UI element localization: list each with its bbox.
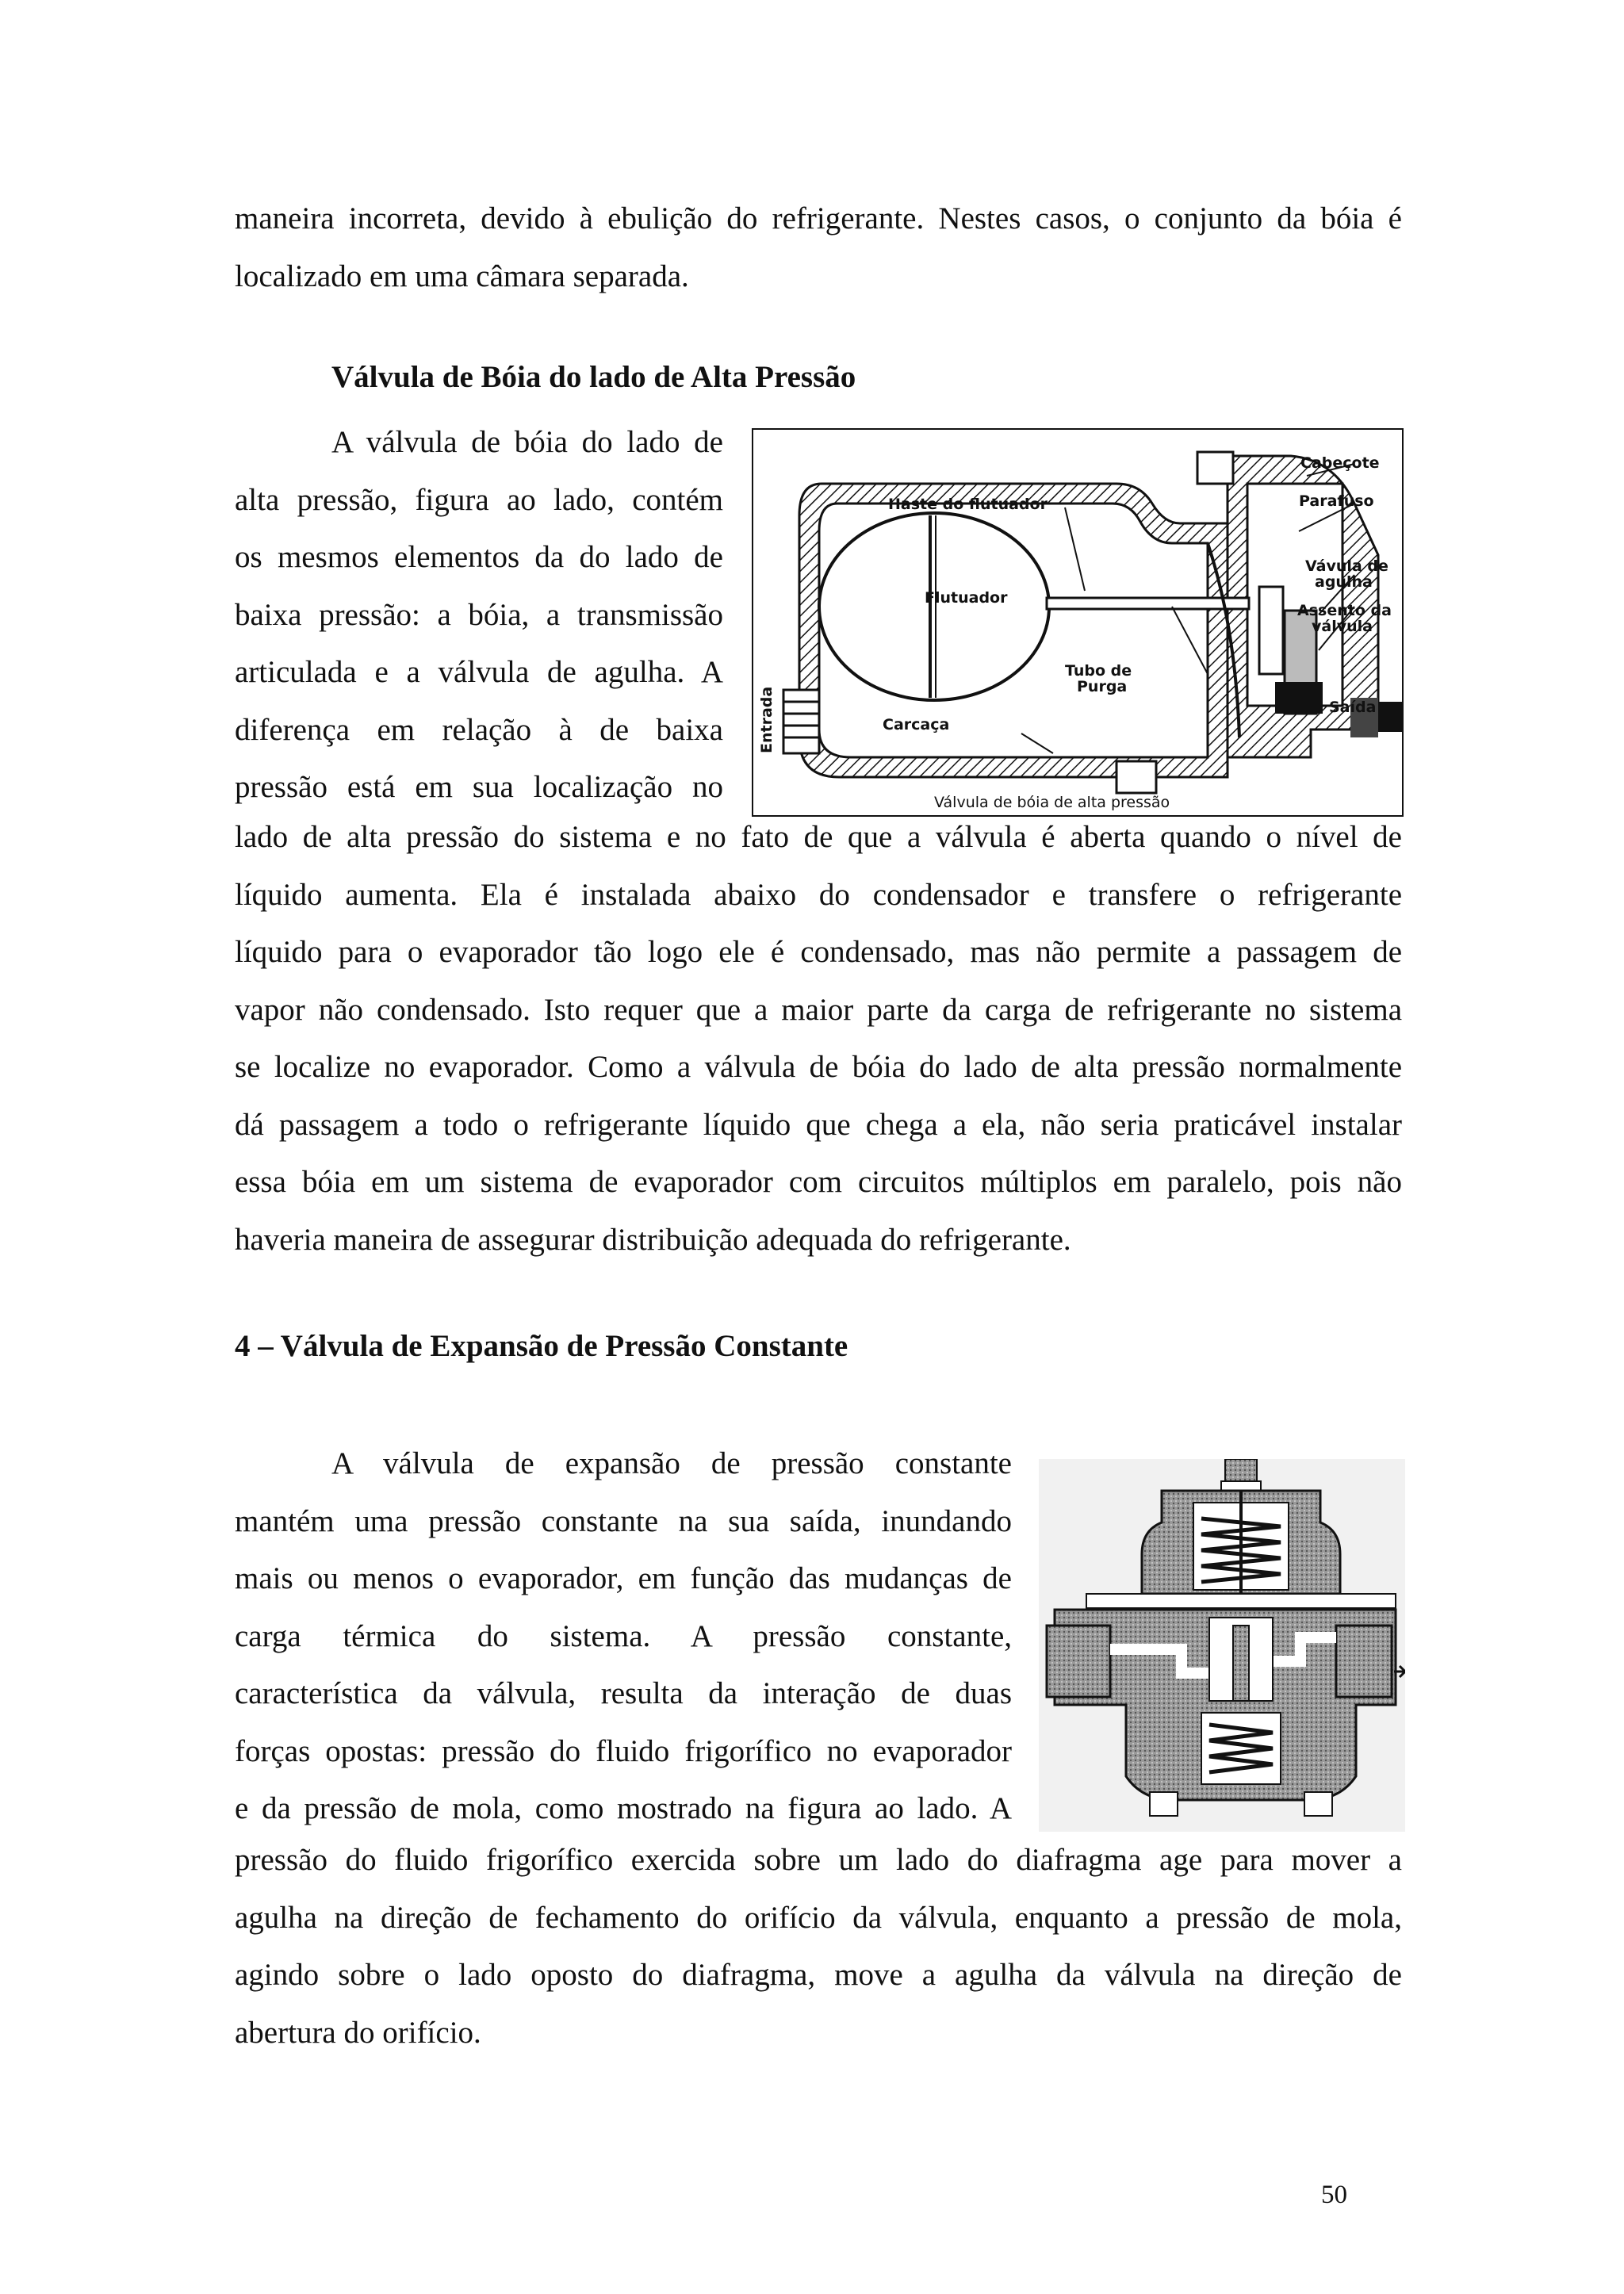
section-heading: Válvula de Bóia do lado de Alta Pressão	[331, 360, 856, 394]
text-line: líquido para o evaporador tão logo ele é condensado, mas não permite a passagem de	[235, 935, 1402, 969]
label-assento: Assento da	[1297, 602, 1392, 619]
label-haste: Haste do flutuador	[888, 496, 1048, 513]
text-line: articulada e a válvula de agulha. A	[235, 655, 723, 689]
text-line: vapor não condensado. Isto requer que a maior parte da carga de refrigerante no sistema	[235, 992, 1402, 1027]
outlet-port	[1336, 1626, 1392, 1697]
label-parafuso: Parafuso	[1299, 492, 1374, 510]
label-cabecote: Cabeçote	[1300, 454, 1380, 472]
adjustment-bolt	[1225, 1459, 1257, 1483]
float	[819, 513, 1049, 700]
text-line: característica da válvula, resulta da interação de duas	[235, 1676, 1012, 1710]
label-tubo-purga: Purga	[1077, 678, 1128, 695]
label-assento: válvula	[1312, 618, 1373, 635]
high-pressure-paragraph	[235, 809, 1402, 1269]
constant-pressure-wrapped	[235, 1435, 1012, 1838]
text-line: líquido aumenta. Ela é instalada abaixo do condensador e transfere o refrigerante	[235, 877, 1402, 912]
text-line: forças opostas: pressão do fluido frigorífico no evaporador	[235, 1733, 1012, 1768]
text-line: A válvula de bóia do lado de	[331, 425, 723, 459]
text-line: baixa pressão: a bóia, a transmissão	[235, 597, 723, 632]
valve-needle	[1233, 1626, 1249, 1701]
figure-caption: Válvula de bóia de alta pressão	[934, 794, 1170, 811]
float-stem	[1047, 598, 1249, 609]
text-line: pressão está em sua localização no	[235, 770, 723, 804]
section-heading: 4 – Válvula de Expansão de Pressão Constante	[235, 1329, 848, 1363]
label-saida: Saída	[1329, 699, 1377, 716]
text-line: alta pressão, figura ao lado, contém	[235, 482, 723, 517]
inlet-port	[1047, 1626, 1110, 1697]
text-line: dá passagem a todo o refrigerante líquido que chega a ela, não seria praticável instalar	[235, 1107, 1402, 1142]
text-line: maneira incorreta, devido à ebulição do refrigerante. Nestes casos, o conjunto da bóia é	[235, 201, 1402, 236]
text-line: A válvula de expansão de pressão constante	[331, 1446, 1012, 1480]
text-line: abertura do orifício.	[235, 2015, 481, 2050]
label-flutuador: Flutuador	[925, 589, 1008, 607]
text-line: localizado em uma câmara separada.	[235, 259, 689, 293]
intro-paragraph	[235, 190, 1402, 305]
text-line: carga térmica do sistema. A pressão constante,	[235, 1618, 1012, 1653]
float-valve-figure	[752, 428, 1404, 817]
label-carcaca: Carcaça	[883, 716, 950, 733]
label-entrada: Entrada	[758, 686, 776, 753]
text-line: mantém uma pressão constante na sua saída, inundando	[235, 1503, 1012, 1538]
text-line: lado de alta pressão do sistema e no fato de que a válvula é aberta quando o nível de	[235, 820, 1402, 854]
label-tubo-purga: Tubo de	[1065, 662, 1132, 680]
label-valvula-agulha: agulha	[1315, 573, 1373, 591]
constant-pressure-valve-figure	[1039, 1459, 1405, 1832]
outlet-fitting	[1378, 702, 1402, 732]
text-line: haveria maneira de assegurar distribuição adequada do refrigerante.	[235, 1222, 1071, 1257]
text-line: e da pressão de mola, como mostrado na figura ao lado. A	[235, 1791, 1012, 1825]
text-line: essa bóia em um sistema de evaporador com circuitos múltiplos em paralelo, pois não	[235, 1165, 1402, 1199]
wrapped-paragraph	[235, 414, 723, 817]
text-line: diferença em relação à de baixa	[235, 712, 723, 747]
text-line: os mesmos elementos da do lado de	[235, 540, 723, 574]
diaphragm	[1086, 1594, 1396, 1608]
constant-pressure-paragraph	[235, 1832, 1402, 2062]
text-line: agindo sobre o lado oposto do diafragma, move a agulha da válvula na direção de	[235, 1958, 1402, 1992]
text-line: agulha na direção de fechamento do orifício da válvula, enquanto a pressão de mola,	[235, 1900, 1402, 1935]
text-line: se localize no evaporador. Como a válvula de bóia do lado de alta pressão normalmente	[235, 1050, 1402, 1084]
inlet-port	[783, 690, 819, 753]
text-line: pressão do fluido frigorífico exercida sobre um lado do diafragma age para mover a	[235, 1843, 1402, 1877]
label-valvula-agulha: Vávula de	[1305, 557, 1388, 575]
page-number: 50	[1321, 2181, 1347, 2209]
text-line: mais ou menos o evaporador, em função das mudanças de	[235, 1561, 1012, 1595]
